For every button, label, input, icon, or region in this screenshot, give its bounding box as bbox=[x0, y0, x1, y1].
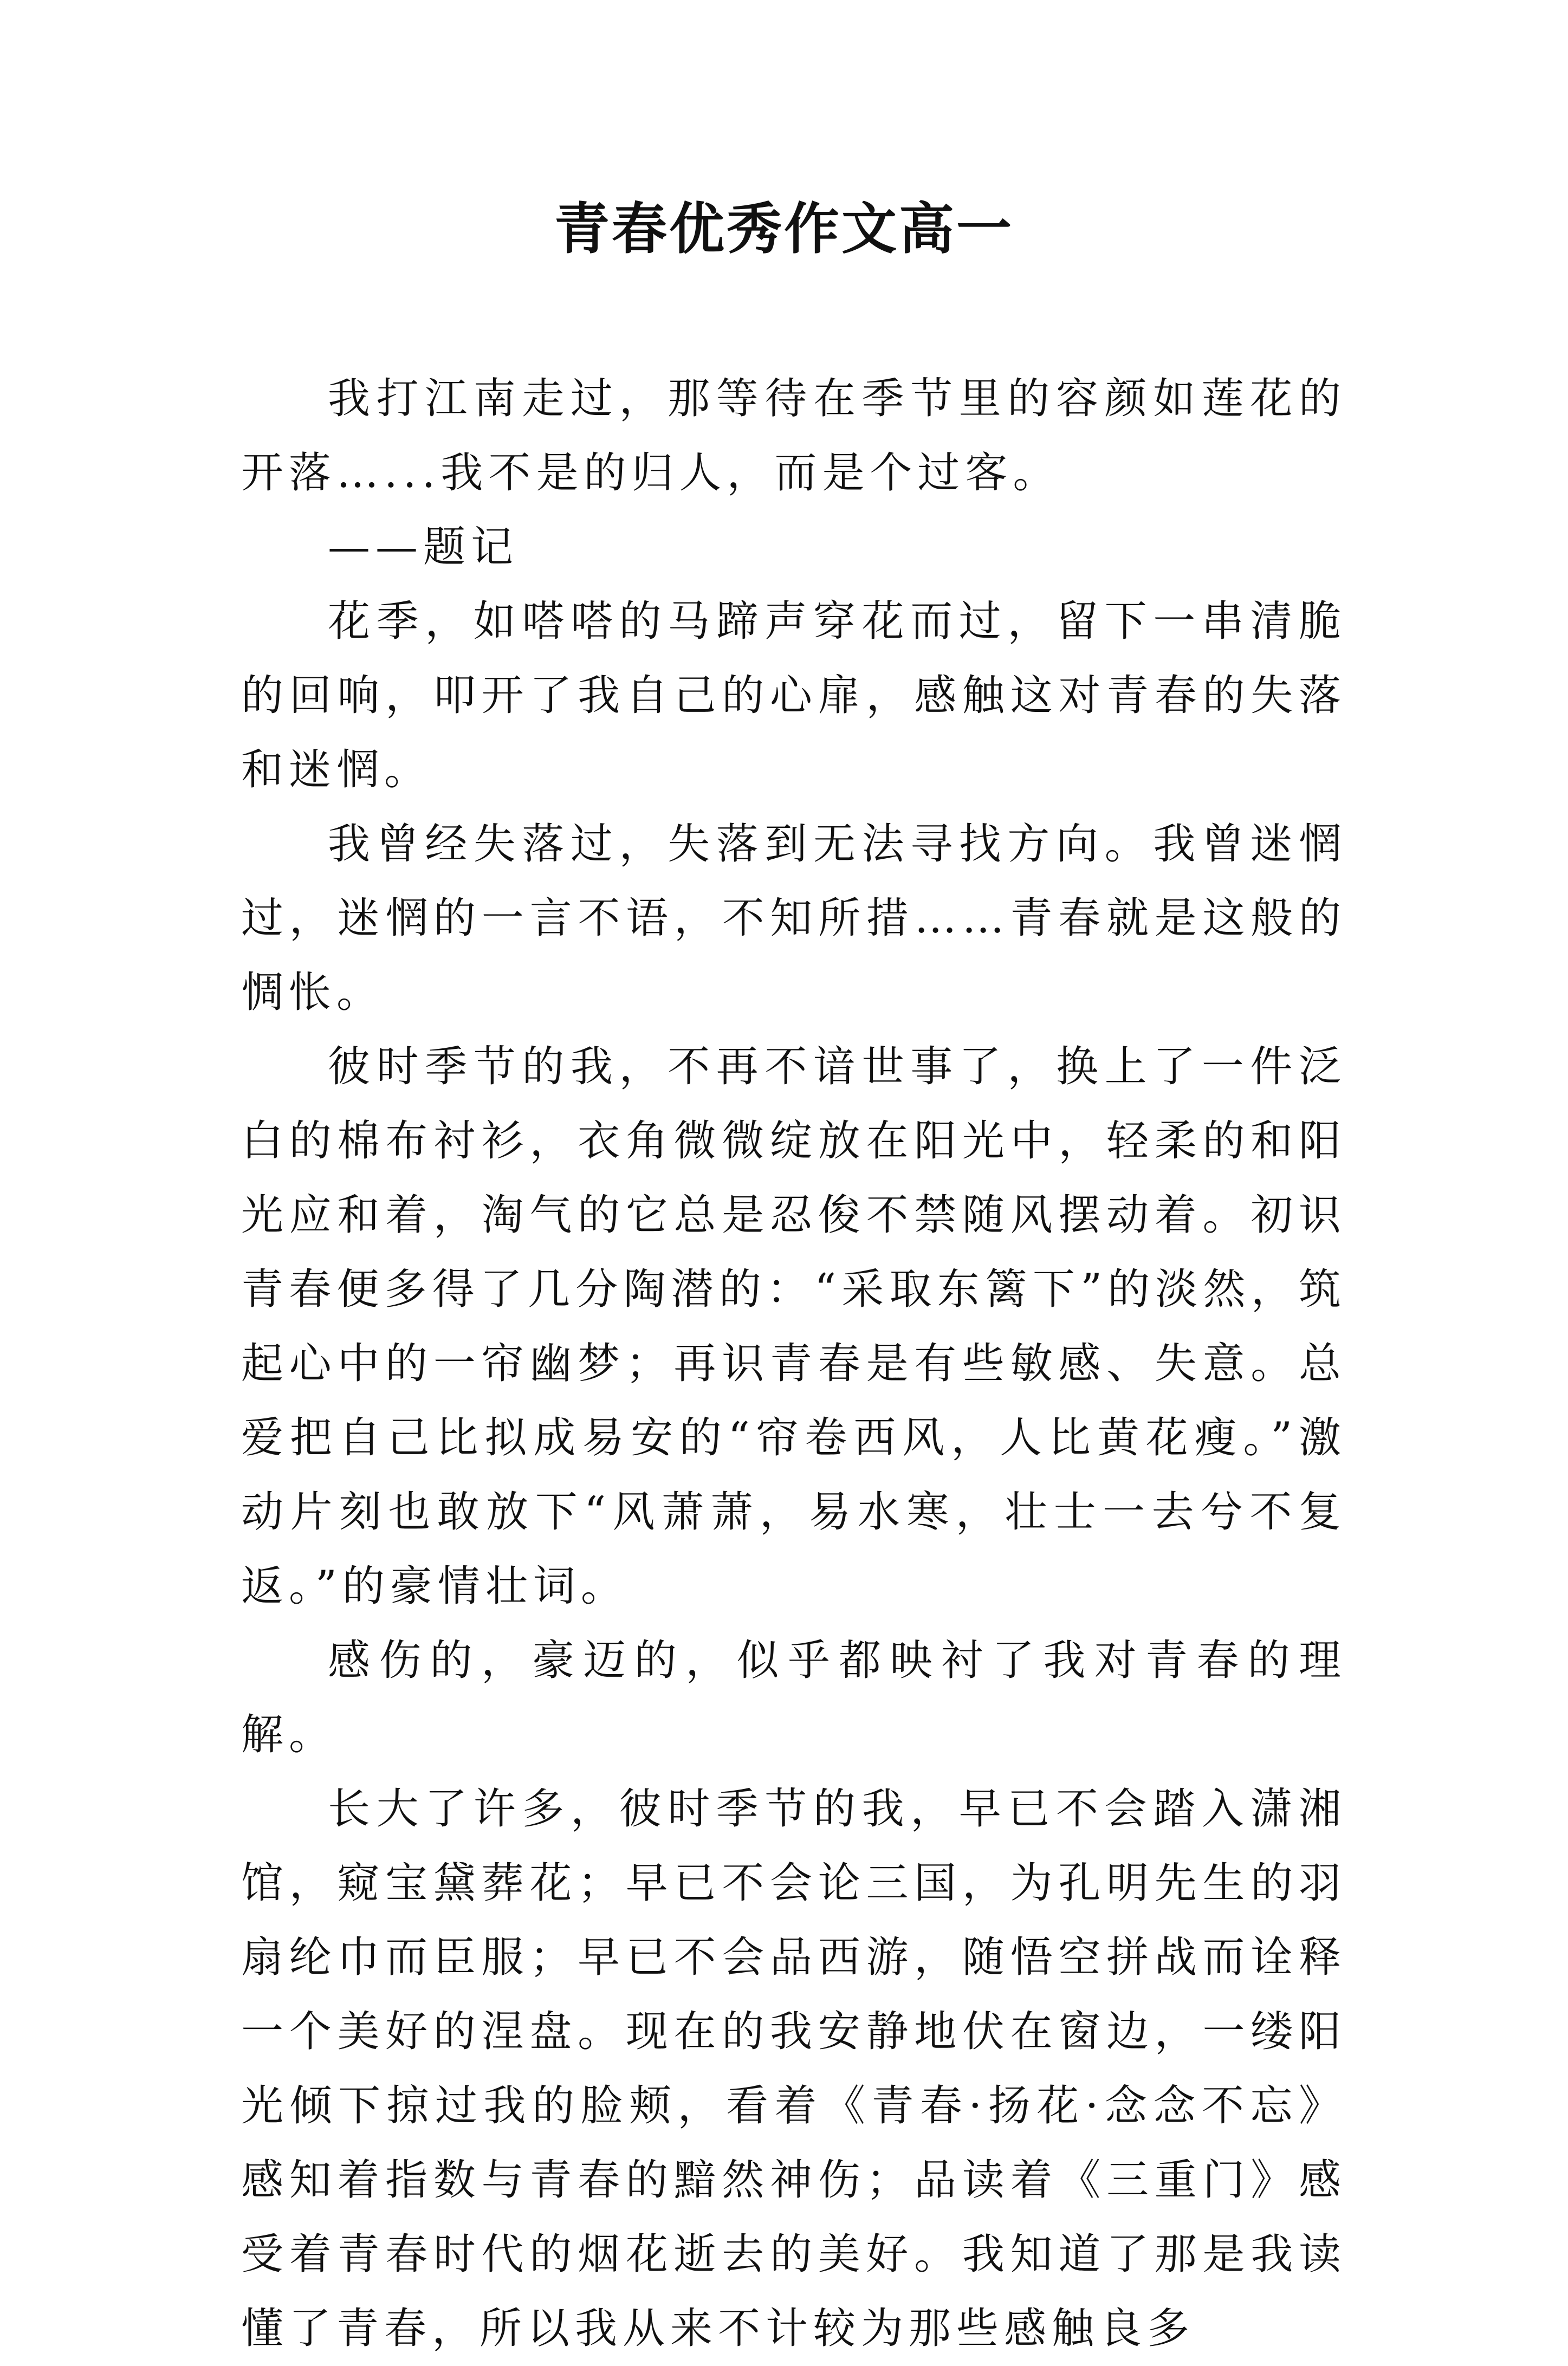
epigraph-attribution: ——题记 bbox=[328, 523, 519, 572]
body-paragraph: 长大了许多，彼时季节的我，早已不会踏入潇湘馆，窥宝黛葬花；早已不会论三国，为孔明先生的羽扇纶巾而臣服；早已不会品西游，随悟空拼战而诠释一个美好的涅盘。现在的我安静地伏在窗边，一缕阳光倾下掠过我的脸颊，看着《青春·扬花·念念不忘》感知着指数与青春的黯然神伤；品读着《三重门》感受着青春时代的烟花逝去的美好。我知道了那是我读懂了青春，所以我从来不计较为那些感触良多 bbox=[241, 1785, 1346, 2353]
essay-body bbox=[241, 362, 1346, 2366]
body-paragraph: 感伤的，豪迈的，似乎都映衬了我对青春的理解。 bbox=[241, 1636, 1346, 1759]
body-paragraph: 我曾经失落过，失落到无法寻找方向。我曾迷惘过，迷惘的一言不语，不知所措……青春就是这般的惆怅。 bbox=[241, 820, 1346, 1017]
body-paragraph: 花季，如嗒嗒的马蹄声穿花而过，留下一串清脆的回响，叩开了我自己的心扉，感触这对青春的失落和迷惘。 bbox=[241, 597, 1346, 794]
epigraph-paragraph: 我打江南走过，那等待在季节里的容颜如莲花的开落…...我不是的归人，而是个过客。 bbox=[241, 374, 1346, 497]
body-paragraph: 彼时季节的我，不再不谙世事了，换上了一件泛白的棉布衬衫，衣角微微绽放在阳光中，轻柔的和阳光应和着，淘气的它总是忍俊不禁随风摆动着。初识青春便多得了几分陶潜的：“采取东篱下”的淡然，筑起心中的一帘幽梦；再识青春是有些敏感、失意。总爱把自己比拟成易安的“帘卷西风，人比黄花瘦。”激动片刻也敢放下“风萧萧，易水寒，壮士一去兮不复返。”的豪情壮词。 bbox=[241, 1042, 1346, 1611]
document-title: 青春优秀作文高一 bbox=[554, 197, 1014, 262]
